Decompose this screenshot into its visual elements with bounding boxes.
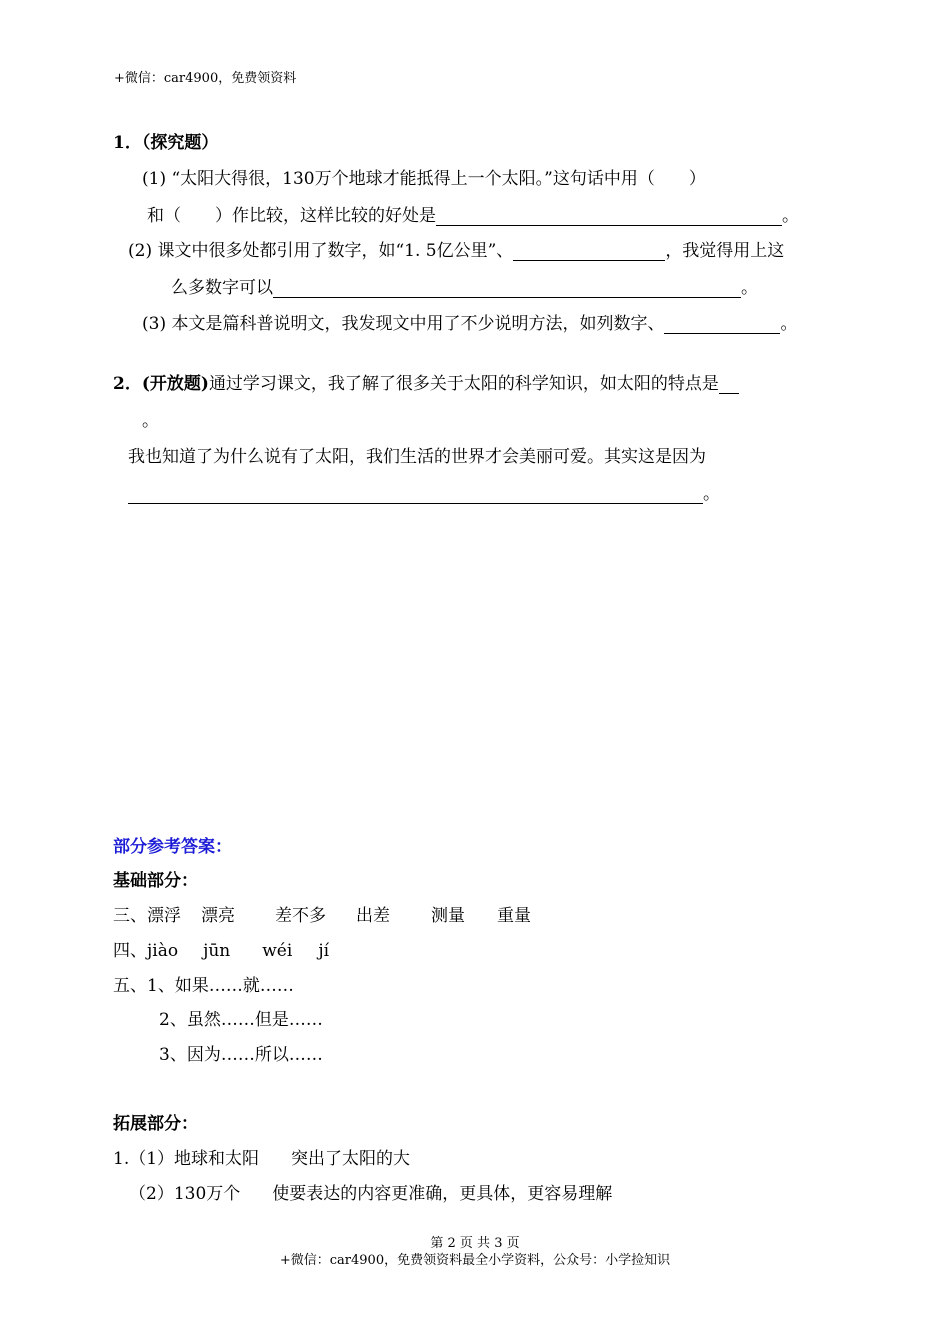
q1-part1-line1: (1) “太阳大得很，130万个地球才能抵得上一个太阳。”这句话中用（ ） [142, 169, 706, 189]
q1-part3-text: (3) 本文是篇科普说明文，我发现文中用了不少说明方法，如列数字、 [142, 314, 665, 334]
q1-part2-text-a: (2) 课文中很多处都引用了数字，如“1. 5亿公里”、 [128, 241, 514, 261]
answer-4-item: jí [318, 941, 330, 961]
footer-watermark: +微信：car4900，免费领资料最全小学资料，公众号：小学捡知识 [279, 1253, 671, 1268]
q1-part2-answer-blank-1[interactable] [513, 242, 665, 261]
extension-1-b: 突出了太阳的大 [291, 1149, 411, 1169]
answer-row-5-3: 3、因为……所以…… [159, 1045, 323, 1065]
q1-part1-answer-blank[interactable] [436, 207, 782, 226]
extension-2-b: 使要表达的内容更准确，更具体，更容易理解 [272, 1184, 613, 1204]
answer-row-5-1: 五、1、如果……就…… [113, 976, 294, 996]
answers-heading: 部分参考答案： [113, 837, 232, 857]
q1-part3-answer-blank[interactable] [664, 315, 780, 334]
q1-part1-line2 [147, 201, 799, 226]
answer-4-item: wéi [262, 941, 293, 961]
answer-3-item: 差不多 [275, 906, 326, 926]
q2-text: 通过学习课文，我了解了很多关于太阳的科学知识，如太阳的特点是 [208, 374, 719, 394]
q2-tag: (开放题) [141, 374, 209, 394]
q1-part3-end: 。 [780, 314, 798, 334]
q1-title: 1．（探究题） [113, 133, 219, 153]
answer-4-item: 四、jiào [113, 941, 179, 961]
answer-row-5-2: 2、虽然……但是…… [159, 1010, 323, 1030]
basic-heading: 基础部分： [113, 871, 198, 891]
answer-3-item: 三、漂浮 [113, 906, 181, 926]
q1-part2-end: 。 [741, 278, 758, 298]
answer-3-item: 测量 [431, 906, 465, 926]
extension-2-a: （2）130万个 [129, 1184, 241, 1204]
q1-part2-text-b: ，我觉得用上这 [665, 241, 785, 261]
extension-heading: 拓展部分： [113, 1114, 198, 1134]
extension-1-a: 1.（1）地球和太阳 [113, 1149, 260, 1169]
answer-3-item: 重量 [497, 906, 531, 926]
extension-answer-1 [113, 1144, 410, 1169]
q1-part2-line2 [171, 273, 758, 298]
answer-row-4 [113, 936, 329, 961]
q1-part1-text: 和（ ）作比较，这样比较的好处是 [147, 206, 436, 226]
q2-end: 。 [703, 484, 720, 504]
q1-part2-text-c: 么多数字可以 [171, 278, 273, 298]
answer-row-3 [113, 901, 531, 926]
q1-part1-end: 。 [782, 206, 799, 226]
q2-line2: 。 [142, 411, 159, 431]
answer-3-item: 漂亮 [201, 906, 235, 926]
q2-line4 [128, 479, 720, 504]
q1-part2-answer-blank-2[interactable] [273, 279, 741, 298]
q2-line3: 我也知道了为什么说有了太阳，我们生活的世界才会美丽可爱。其实这是因为 [128, 447, 706, 467]
q1-part2-line1 [128, 236, 784, 261]
page-number: 第 2 页 共 3 页 [430, 1236, 520, 1251]
q2-answer-blank-1[interactable] [719, 375, 739, 394]
q2-line1 [113, 369, 739, 394]
header-watermark: +微信：car4900，免费领资料 [114, 71, 297, 86]
q2-answer-blank-2[interactable] [128, 485, 703, 504]
q2-number: 2． [113, 374, 142, 394]
answer-4-item: jūn [203, 941, 231, 961]
answer-3-item: 出差 [356, 906, 390, 926]
q1-part3-line [142, 309, 797, 334]
extension-answer-2 [129, 1179, 612, 1204]
